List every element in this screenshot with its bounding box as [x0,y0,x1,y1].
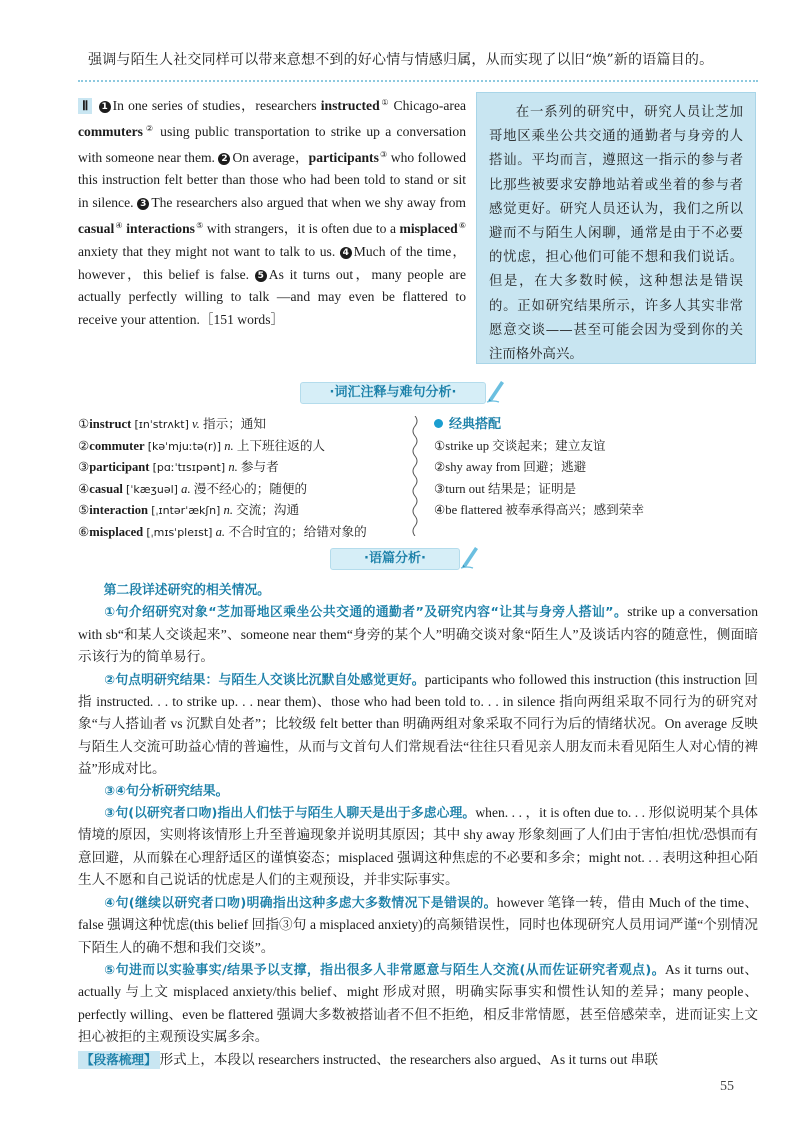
vocab-entry: ⑤interaction [ˌɪntərˈækʃn] n. 交流；沟通 [78,503,300,517]
pen-icon [485,377,507,403]
discourse-heading-text: ·语篇分析· [364,551,426,566]
vocab-word: participants [308,149,379,165]
analysis-summary: 【段落梳理】 形式上，本段以 researchers instructed、the researchers also argued、As it turns out 串联 [78,1049,758,1071]
vocab-entry: ④casual [ˈkæʒuəl] a. 漫不经心的；随便的 [78,481,308,496]
vocab-entry: ②commuter [kəˈmjuːtə(r)] n. 上下班往返的人 [78,438,326,453]
vocab-heading-text: ·词汇注释与难句分析· [329,385,457,400]
sentence-marker: 1 [99,101,111,113]
passage-text: Chicago-area [389,98,467,113]
paragraph-number-badge: Ⅱ [78,98,92,114]
analysis-paragraph: ⑤句进而以实验事实/结果予以支撑，指出很多人非常愿意与陌生人交流(从而佐证研究者观点)。As it turns out、actually 与上文 misplaced anxiety/this belief、might 形成对照，明确实际事实和惯性认知的差异；many people、perfectly willing、even be flattered 强调大多数被搭讪者不但不拒绝，相反非常情愿，甚至倍感荣幸，进而证实上文担心被拒的主观预设实属多余。 [78,961,758,1045]
summary-tag: 【段落梳理】 [78,1051,160,1069]
page-number: 55 [720,1079,734,1094]
collocation-entry: ②shy away from 回避；逃避 [434,460,587,474]
collocation-list [434,414,754,522]
vocab-marker: ⑤ [195,220,204,230]
discourse-section-heading [330,548,460,570]
vocab-word: instructed [320,98,380,113]
vocab-section-heading [300,382,486,404]
vocab-word: commuters [78,123,143,139]
sentence-marker: 4 [340,247,352,259]
passage-text: with strangers，it is often due to a [203,220,400,236]
sentence-marker: 2 [218,153,230,165]
analysis-paragraph: ④句(继续以研究者口吻)明确指出这种多虑大多数情况下是错误的。however 笔锋一转，借由 Much of the time、false 强调这种忧虑(this belief 回指③句 a misplaced anxiety)的高频错误性，同时也体现研究人员用词严谨“个别情况下陌生人的确不想和我们交谈”。 [78,894,758,955]
vocab-word: interactions [126,220,195,236]
passage-text: who followed this instruction felt better than those who had been told to stand or sit in silence. [78,149,466,211]
english-passage [78,92,466,332]
passage-text: The researchers also argued that when we shy away from [151,195,467,211]
collocation-title: 经典搭配 [434,414,754,436]
vocab-entry: ③participant [pɑːˈtɪsɪpənt] n. 参与者 [78,460,279,474]
analysis-paragraph: ③④句分析研究结果。 [104,783,229,799]
sentence-marker: 5 [255,270,267,282]
discourse-analysis [78,580,758,1071]
analysis-paragraph: ②句点明研究结果：与陌生人交谈比沉默自处感觉更好。participants who followed this instruction (this instruction 回指 instructed. . . to strike up. . . near them)、those who had been told to. . . in silence 指向两组采取不同行为的研究对象“与人搭讪者 vs 沉默自处者”；比较级 felt better than 明确两组对象采取不同行为后的情绪状况。On average 反映与陌生人交流可助益心情的普遍性，从而与文首句人们常规看法“往往只看见亲人朋友而未看见陌生人对心情的裨益”形成对比。 [78,671,758,777]
top-summary-line: 强调与陌生人社交同样可以带来意想不到的好心情与情感归属，从而实现了以旧“焕”新的语篇目的。 [88,52,714,68]
translation-box: 在一系列的研究中，研究人员让芝加哥地区乘坐公共交通的通勤者与身旁的人搭讪。平均而言，遵照这一指示的参与者比那些被要求安静地站着或坐着的参与者感觉更好。研究人员还认为，我们之所以避而不与陌生人闲聊，通常是由于不必要的忧虑，担心他们可能不想和我们说话。但是，在大多数时候，这种想法是错误的。正如研究结果所示，许多人其实非常愿意交谈——甚至可能会因为受到你的关注而格外高兴。 [476,92,756,364]
collocation-entry: ①strike up 交谈起来；建立友谊 [434,438,606,453]
analysis-paragraph: ③句(以研究者口吻)指出人们怯于与陌生人聊天是出于多虑心理。when. . . ，it is often due to. . . 形似说明某个具体情境的原因，实则将该情形上升至普遍现象并说明其原因；其中 shy away 形象刻画了人们由于害怕/担忧/恐惧而有意回避，从而躲在心理舒适区的谨慎姿态；misplaced 强调这种焦虑的不必要和多余；might not. . . 表明这种担心陌生人不愿和自己说话的忧虑是人们的主观预设，并非实际事实。 [78,805,758,888]
vocab-marker: ③ [379,149,388,159]
passage-text: As it turns out，many people are actually perfectly willing to talk —and may even be flattered to receive your attention.［151 words］ [78,266,466,328]
vocab-word: misplaced [399,220,458,236]
passage-text: anxiety that they might not want to talk to us. [78,243,340,259]
bullet-icon [434,419,443,428]
vocab-entry: ⑥misplaced [ˌmɪsˈpleɪst] a. 不合时宜的；给错对象的 [78,524,367,539]
vocab-word: casual [78,220,115,236]
sentence-marker: 3 [137,198,149,210]
vocab-marker: ⑥ [458,220,466,230]
dotted-divider [78,80,758,82]
collocation-entry: ④be flattered 被奉承得高兴；感到荣幸 [434,503,644,517]
vocab-marker: ② [143,123,155,133]
pen-icon [459,543,481,569]
passage-text: using public transportation to strike up a conversation with someone near them. [78,123,466,165]
passage-text: In one series of studies，researchers [112,98,321,113]
passage-text: Much of the time，however，this belief is false. [78,243,466,282]
vocab-marker: ① [380,98,390,107]
collocation-entry: ③turn out 结果是；证明是 [434,481,577,496]
passage-text: On average， [232,149,309,165]
analysis-intro: 第二段详述研究的相关情况。 [103,583,270,598]
analysis-paragraph: ①句介绍研究对象“芝加哥地区乘坐公共交通的通勤者”及研究内容“让其与身旁人搭讪”。strike up a conversation with sb“和某人交谈起来”、someone near them“身旁的某个人”明确交谈对象“陌生人”及谈话内容的随意性，侧面暗示该行为的简单易行。 [78,604,758,665]
vocab-list [78,414,408,543]
wavy-divider [408,416,422,536]
vocab-marker: ④ [115,220,123,230]
vocab-entry: ①instruct [ɪnˈstrʌkt] v. 指示；通知 [78,417,266,431]
